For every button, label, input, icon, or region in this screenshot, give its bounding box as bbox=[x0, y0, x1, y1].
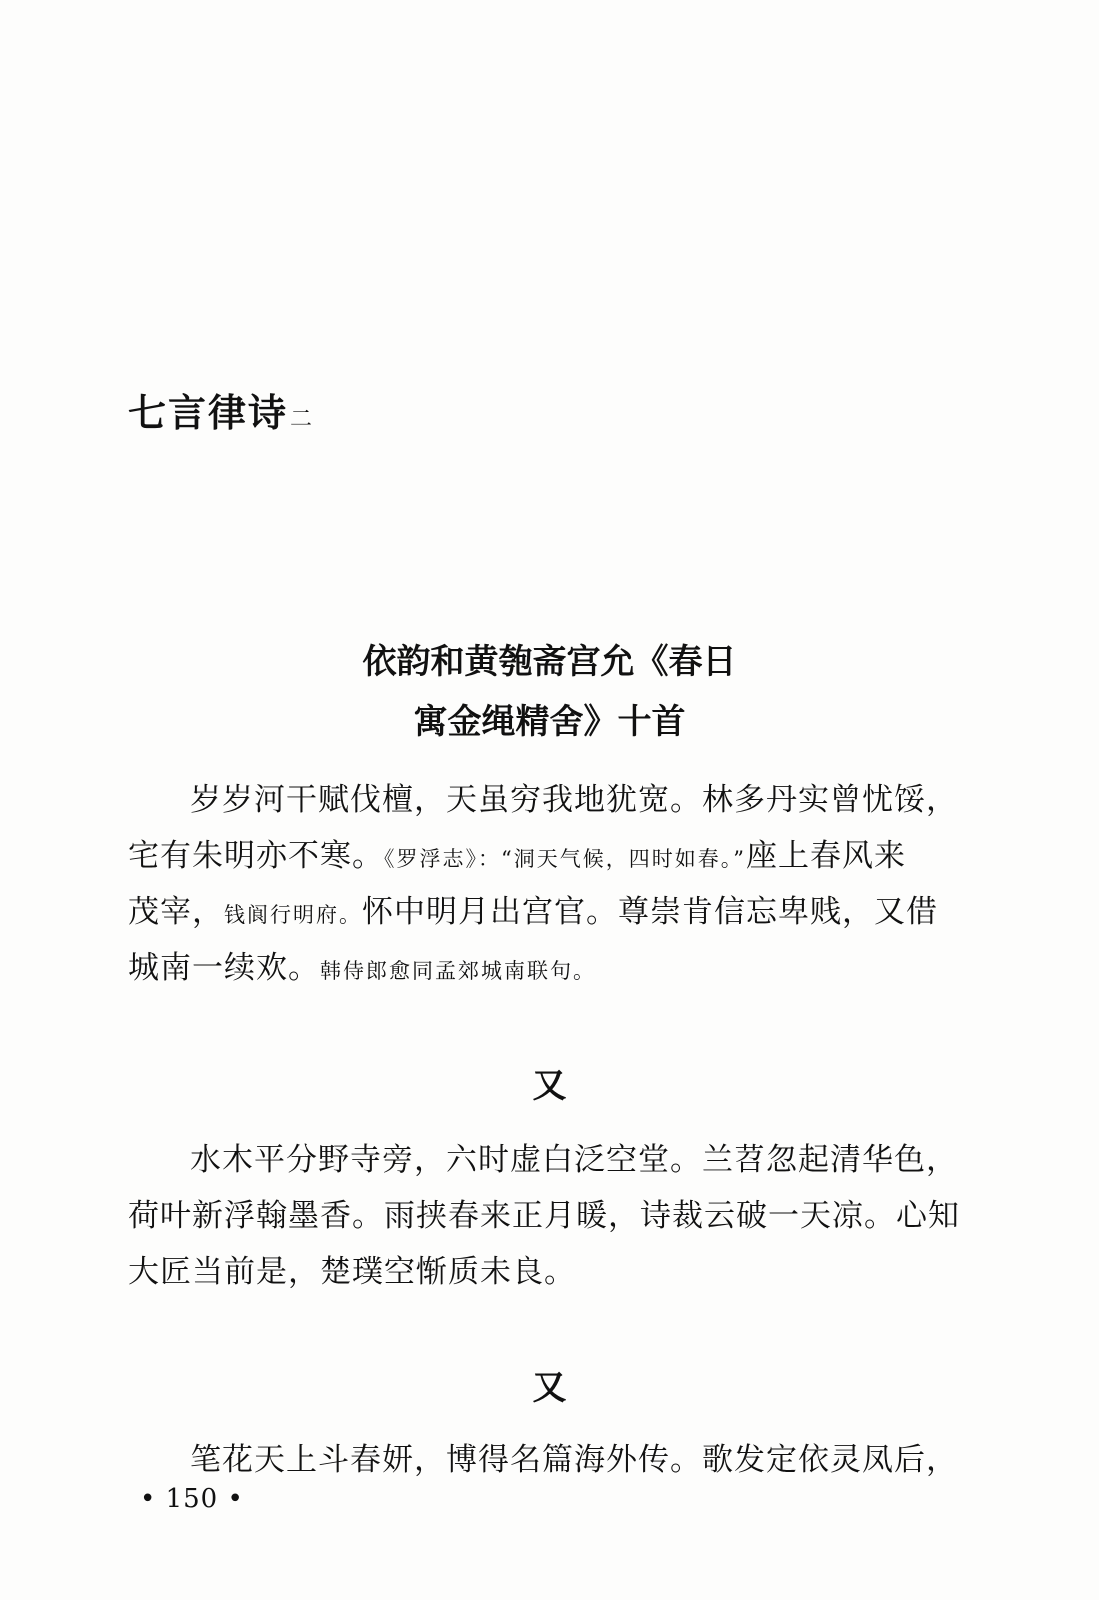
poem3-title: 又 bbox=[532, 1368, 567, 1408]
poem1-line-1 bbox=[190, 780, 968, 820]
poem1-line-2 bbox=[128, 836, 968, 879]
section-title-text: 七言律诗 bbox=[128, 391, 289, 435]
poem2-title: 又 bbox=[532, 1066, 567, 1106]
poem-text: 茂宰， bbox=[128, 894, 224, 930]
poem-text: 笔花天上斗春妍，博得名篇海外传。歌发定依灵凤后， bbox=[190, 1442, 958, 1478]
poem-text: 怀中明月出宫官。尊崇肯信忘卑贱，又借 bbox=[362, 894, 938, 930]
poem-text: 城南一续欢。 bbox=[128, 950, 320, 986]
annotation-note: 韩侍郎愈同孟郊城南联句。 bbox=[320, 959, 596, 983]
poem-text: 宅有朱明亦不寒。 bbox=[128, 838, 384, 874]
poem1-line-4 bbox=[128, 948, 968, 991]
annotation-note: 《罗浮志》：“洞天气候，四时如春。” bbox=[384, 847, 746, 871]
poem-title-line-2: 寓金绳精舍》十首 bbox=[413, 702, 686, 742]
poem2-line-3 bbox=[128, 1252, 968, 1292]
poem-text: 座上春风来 bbox=[745, 838, 906, 874]
poem2-line-2 bbox=[128, 1196, 968, 1236]
poem-title-line-1: 依韵和黄匏斋宫允《春日 bbox=[362, 642, 737, 682]
poem2-line-1 bbox=[190, 1140, 968, 1180]
poem-text: 岁岁河干赋伐檀，天虽穷我地犹宽。林多丹实曾忧馁， bbox=[190, 782, 958, 818]
poem1-line-3 bbox=[128, 892, 968, 935]
annotation-note: 钱阆行明府。 bbox=[224, 903, 362, 927]
poem-text: 荷叶新浮翰墨香。雨挟春来正月暖，诗裁云破一天凉。心知 bbox=[128, 1198, 960, 1234]
section-title bbox=[128, 382, 314, 437]
section-title-suffix: 二 bbox=[290, 407, 315, 432]
poem3-line-1 bbox=[190, 1440, 968, 1480]
poem-text: 大匠当前是，楚璞空惭质未良。 bbox=[128, 1254, 576, 1290]
poem-text: 水木平分野寺旁，六时虚白泛空堂。兰苕忽起清华色， bbox=[190, 1142, 958, 1178]
page-number: • 150 • bbox=[140, 1484, 244, 1514]
